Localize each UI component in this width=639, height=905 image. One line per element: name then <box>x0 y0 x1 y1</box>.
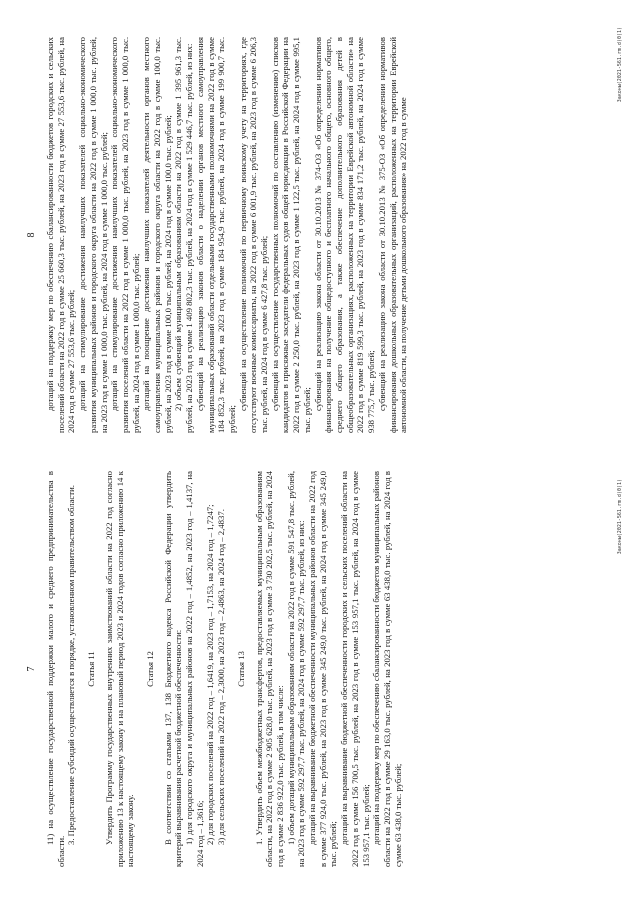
paragraph: субвенций на реализацию закона области от 30.10.2013 № 375-ОЗ «Об определении нормативов финансирования дошкольных образовательных организаций, расположенных на территории Еврейской автономной области, на получение детьми дошкольного образования» на 2022 год в сумме <box>376 37 409 433</box>
page-footer: Законы(2021-561.rm.d)0(1) <box>617 27 623 103</box>
page-number: 8 <box>26 232 37 238</box>
article-heading: Статья 13 <box>235 651 246 687</box>
paragraph: дотаций на выравнивание бюджетной обеспеченности городских и сельских поселений области на 2022 год в сумме 156 700,5 тыс. рублей, на 2023 год в сумме 153 957,1 тыс. рублей, на 2024 год в сумме 153 957,1 тыс. рублей; <box>339 471 371 867</box>
paragraph: 3. Предоставление субсидий осуществляется в порядке, установленном правительством области. <box>66 485 77 845</box>
left-page <box>0 453 639 905</box>
paragraph: 2) объем субвенций муниципальным образованиям области на 2022 год в сумме 1 395 961,3 тыс. рублей, на 2023 год в сумме 1 409 802,3 тыс. рублей, на 2024 год в сумме 1 529 446,7 тыс. рублей, из них: <box>173 37 195 433</box>
paragraph: 1) объем дотаций муниципальным образованиям области на 2022 год в сумме 591 547,8 тыс. рублей, на 2023 год в сумме 592 297,7 тыс. рублей, на 2024 год в сумме 592 297,7 тыс. рублей, из них: <box>285 471 307 867</box>
paragraph: дотаций на стимулирование достижения наилучших показателей социально-экономического развития муниципальных районов и городского округа области на 2022 год в сумме 1 000,0 тыс. рублей, на 2023 год в сумме 1 000,0 тыс. рублей, на 2024 год в сумме 1 000,0 тыс. рублей; <box>77 37 109 433</box>
paragraph: субвенций на реализацию закона области от 30.10.2013 № 374-ОЗ «Об определении нормативов финансирования на получение общедоступного и бесплатного начального общего, основного общего, среднего общего образования, а также обеспечение дополнительного образования детей в общеобразовательных организациях, расположенных на территории Еврейской автономной области» на 2022 год в сумме 819 599,3 тыс. рублей, на 2023 год в сумме 834 171,2 тыс. рублей, на 2024 год в сумме 938 775,7 тыс. рублей; <box>312 37 377 433</box>
article-heading: Статья 12 <box>144 651 155 687</box>
paragraph: 1) для городского округа и муниципальных районов на 2022 год – 1,4852, на 2023 год – 1,4137, на 2024 год – 1,3616; <box>184 471 205 867</box>
paragraph: субвенций на реализацию законов области о наделении органов местного самоуправления муниципальных образований области отдельными государственными полномочиями на 2022 год в сумме 184 852,3 тыс. рублей, на 2023 год в сумме 184 954,9 тыс. рублей, на 2024 год в сумме 199 900,7 тыс. рублей; <box>194 37 237 433</box>
paragraph: субвенций на осуществление полномочий по первичному воинскому учету на территориях, где отсутствуют военные комиссариаты, на 2022 год в сумме 6 001,9 тыс. рублей, на 2023 год в сумме 6 206,3 тыс. рублей, на 2024 год в сумме 6 427,8 тыс. рублей; <box>237 37 270 433</box>
paragraph: дотаций на поощрение достижения наилучших показателей деятельности органов местного самоуправления муниципальных районов и городского округа области на 2022 год в сумме 100,0 тыс. рублей, на 2023 год в сумме 100,0 тыс. рублей, на 2024 год в сумме 100,0 тыс. рублей; <box>141 37 173 433</box>
paragraph: 3) для сельских поселений на 2022 год – 2,3000, на 2023 год – 2,4863, на 2024 год – 2,4837. <box>216 509 227 845</box>
right-page <box>0 1 639 453</box>
page-number: 7 <box>26 666 37 672</box>
paragraph: Утвердить Программу государственных внутренних заимствований области на 2022 год согласно приложению 13 к настоящему закону и на плановый период 2023 и 2024 годов согласно приложению 14 к настоящему закону. <box>103 471 136 867</box>
paragraph: В соответствии со статьями 137, 138 Бюджетного кодекса Российской Федерации утвердить критерий выравнивания расчетной бюджетной обеспеченности: <box>162 471 184 867</box>
paragraph: дотаций на стимулирование достижения наилучших показателей социально-экономического развития поселений области на 2022 год в сумме 1 000,0 тыс. рублей, на 2023 год в сумме 1 000,0 тыс. рублей, на 2024 год в сумме 1 000,0 тыс. рублей; <box>109 37 141 433</box>
paragraph: 1. Утвердить объем межбюджетных трансфертов, предоставляемых муниципальным образованиям области, на 2022 год в сумме 2 905 628,0 тыс. рублей, на 2023 год в сумме 3 730 202,5 тыс. рублей, на 2024 год в сумме 2 836 922,0 тыс. рублей, в том числе: <box>253 471 285 867</box>
paragraph: 2) для городских поселений на 2022 год – 1,6419, на 2023 год – 1,7153, на 2024 год – 1,7247; <box>205 504 216 845</box>
page-footer: Законы(2021-561.rm.d)0(1) <box>617 479 623 555</box>
paragraph: дотаций на поддержку мер по обеспечению сбалансированности бюджетов муниципальных районов области на 2022 год в сумме 29 163,0 тыс. рублей, на 2023 год в сумме 63 438,0 тыс. рублей, на 2024 год в сумме 63 438,0 тыс. рублей; <box>371 471 403 867</box>
paragraph: субвенций на осуществление государственных полномочий по составлению (изменению) списков кандидатов в присяжные заседатели федеральных судов общей юрисдикции в Российской Федерации на 2022 год в сумме 2 250,0 тыс. рублей, на 2023 год в сумме 1 122,5 тыс. рублей, на 2024 год в сумме 995,1 тыс. рублей; <box>269 37 312 433</box>
paragraph: дотаций на выравнивание бюджетной обеспеченности муниципальных районов области на 2022 год в сумме 377 924,0 тыс. рублей, на 2023 год в сумме 345 249,0 тыс. рублей, на 2024 год в сумме 345 249,0 тыс. рублей; <box>307 471 339 867</box>
article-heading: Статья 11 <box>86 651 97 687</box>
paragraph: 11) на осуществление государственной поддержки малого и среднего предпринимательства в области. <box>45 471 66 867</box>
paragraph: дотаций на поддержку мер по обеспечению сбалансированности бюджетов городских и сельских поселений области на 2022 год в сумме 25 660,3 тыс. рублей, на 2023 год в сумме 27 553,6 тыс. рублей, на 2024 год в сумме 27 553,6 тыс. рублей; <box>45 37 77 433</box>
